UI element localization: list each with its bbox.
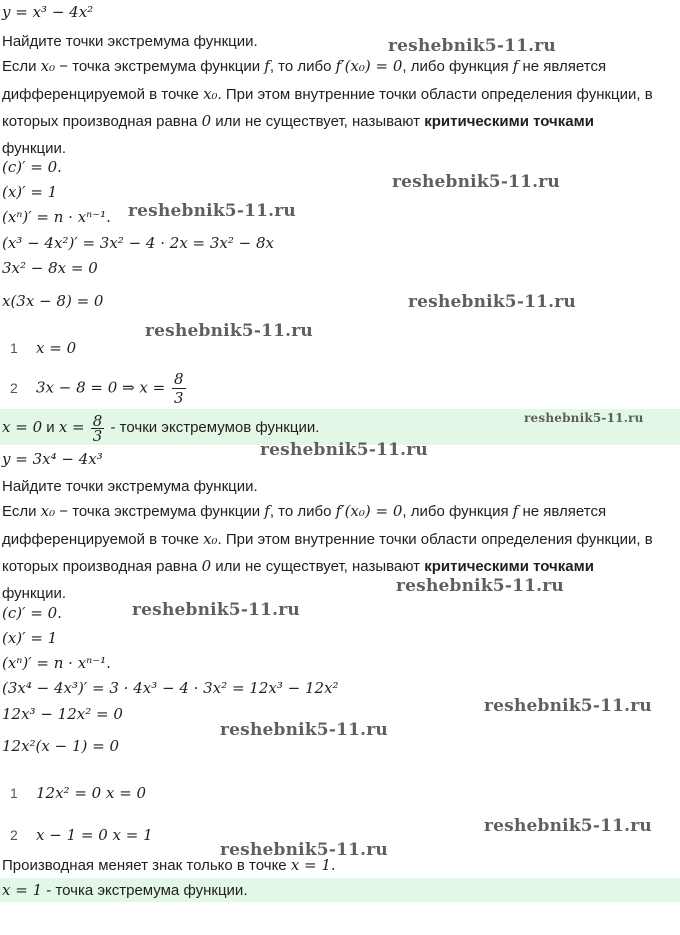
factored-1: x(3x − 8) = 0 [2, 292, 104, 310]
watermark: reshebnik5-11.ru [260, 440, 428, 460]
theory-2: Если x₀ − точка экстремума функции f, то либо f′(x₀) = 0, либо функция f не является дифференцируемой в точке x₀. При этом внутренние точки области определения функции, в которых производная равна 0 или не существует, называют критическими точками функции. [2, 502, 653, 602]
solution-2-item-2: 2 x − 1 = 0 x = 1 [10, 826, 153, 844]
watermark: reshebnik5-11.ru [484, 816, 652, 836]
watermark: reshebnik5-11.ru [145, 321, 313, 341]
function-2: y = 3x⁴ − 4x³ [2, 450, 103, 468]
watermark: reshebnik5-11.ru [408, 292, 576, 312]
rule-const-1: (c)′ = 0. [2, 158, 62, 176]
derivative-2: (3x⁴ − 4x³)′ = 3 · 4x³ − 4 · 3x² = 12x³ − 12x² [2, 679, 339, 697]
rule-power-1: (xⁿ)′ = n · xⁿ⁻¹. [2, 208, 111, 226]
watermark: reshebnik5-11.ru [132, 600, 300, 620]
rule-x-1: (x)′ = 1 [2, 183, 58, 201]
sign-change-note: Производная меняет знак только в точке x = 1. [2, 856, 336, 874]
task-2: Найдите точки экстремума функции. [2, 478, 258, 495]
rule-x-2: (x)′ = 1 [2, 629, 58, 647]
watermark: reshebnik5-11.ru [388, 36, 556, 56]
solution-1-item-1: 1 x = 0 [10, 339, 77, 357]
equation-1: 3x² − 8x = 0 [2, 259, 98, 277]
answer-1: x = 0 и x = $\frac{8}{3}$ - точки экстремумов функции. [0, 409, 680, 445]
watermark: reshebnik5-11.ru [220, 720, 388, 740]
answer-2: x = 1 - точка экстремума функции. [0, 878, 680, 902]
watermark: reshebnik5-11.ru [128, 201, 296, 221]
solution-1-item-2: 2 3x − 8 = 0 ⇒ x = $\frac{8}{3}$ [10, 370, 184, 407]
solution-2-item-1: 1 12x² = 0 x = 0 [10, 784, 147, 802]
watermark: reshebnik5-11.ru [220, 840, 388, 860]
watermark: reshebnik5-11.ru [484, 696, 652, 716]
equation-2: 12x³ − 12x² = 0 [2, 705, 123, 723]
watermark: reshebnik5-11.ru [392, 172, 560, 192]
watermark: reshebnik5-11.ru [396, 576, 564, 596]
function-1: y = x³ − 4x² [2, 3, 94, 21]
watermark: reshebnik5-11.ru [524, 411, 644, 425]
factored-2: 12x²(x − 1) = 0 [2, 737, 120, 755]
rule-power-2: (xⁿ)′ = n · xⁿ⁻¹. [2, 654, 111, 672]
task-1: Найдите точки экстремума функции. [2, 33, 258, 50]
rule-const-2: (c)′ = 0. [2, 604, 62, 622]
theory-1: Если x₀ − точка экстремума функции f, то либо f′(x₀) = 0, либо функция f не является дифференцируемой в точке x₀. При этом внутренние точки области определения функции, в которых производная равна 0 или не существует, называют критическими точками функции. [2, 57, 653, 157]
derivative-1: (x³ − 4x²)′ = 3x² − 4 · 2x = 3x² − 8x [2, 234, 275, 252]
